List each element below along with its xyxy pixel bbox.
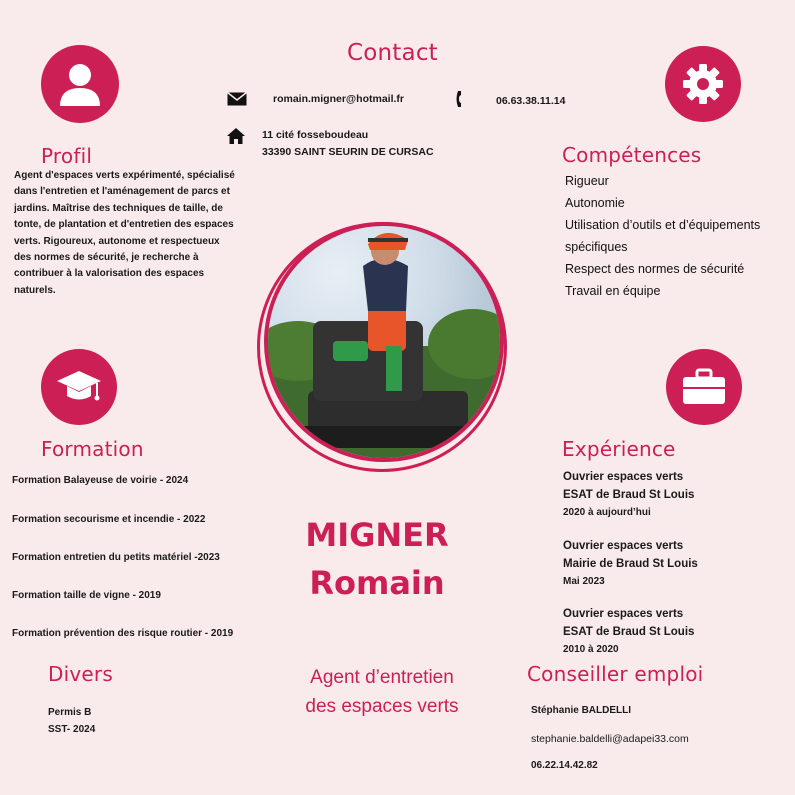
- experience-title: Ouvrier espaces verts: [563, 471, 684, 483]
- experience-employer: Mairie de Braud St Louis: [563, 558, 698, 570]
- skill-item: Autonomie: [565, 196, 625, 210]
- job-title-line2: des espaces verts: [305, 696, 459, 717]
- experience-icon-circle: [666, 349, 742, 425]
- profil-icon-circle: [41, 45, 119, 123]
- conseiller-email[interactable]: stephanie.baldelli@adapei33.com: [531, 733, 689, 745]
- job-title-line1: Agent d’entretien: [310, 667, 454, 688]
- profil-heading: Profil: [41, 144, 93, 168]
- envelope-icon: [227, 92, 247, 106]
- contact-email[interactable]: romain.migner@hotmail.fr: [273, 93, 405, 105]
- profile-photo: [264, 222, 504, 462]
- profil-text: Agent d'espaces verts expérimenté, spécialisé dans l'entretien et l'aménagement de parcs et jardins. Maîtrise des techniques de taille, de tonte, de plantation et d'entretien des espaces verts. Rigoureux, autonome et respectueux des normes de sécurité, je recherche à contribuer à la valorisation des espaces naturels.: [14, 170, 235, 296]
- experience-title: Ouvrier espaces verts: [563, 540, 684, 552]
- conseiller-heading: Conseiller emploi: [527, 662, 704, 686]
- graduation-cap-icon: [55, 367, 103, 407]
- experience-dates: 2020 à aujourd’hui: [563, 507, 651, 518]
- divers-heading: Divers: [48, 662, 113, 686]
- mower-illustration: [268, 226, 500, 458]
- experience-dates: 2010 à 2020: [563, 644, 619, 655]
- competences-icon-circle: [665, 46, 741, 122]
- experience-item: [563, 468, 694, 521]
- formation-item: Formation entretien du petits matériel -2023: [12, 552, 220, 563]
- skill-item: Rigueur: [565, 174, 609, 188]
- skill-item: Respect des normes de sécurité: [565, 262, 745, 276]
- formation-item: Formation taille de vigne - 2019: [12, 590, 161, 601]
- experience-heading: Expérience: [562, 437, 676, 461]
- competences-list: [565, 170, 790, 302]
- contact-address-line2: 33390 SAINT SEURIN DE CURSAC: [262, 146, 434, 158]
- contact-address-line1: 11 cité fosseboudeau: [262, 129, 369, 141]
- formation-item: Formation secourisme et incendie - 2022: [12, 514, 206, 525]
- first-name: Romain: [309, 564, 445, 602]
- experience-dates: Mai 2023: [563, 576, 605, 587]
- contact-heading: Contact: [347, 40, 438, 66]
- conseiller-name: Stéphanie BALDELLI: [531, 705, 632, 716]
- experience-item: [563, 605, 694, 658]
- last-name: MIGNER: [305, 516, 449, 554]
- skill-item: Utilisation d’outils et d’équipements spécifiques: [565, 218, 761, 254]
- home-icon: [227, 128, 245, 144]
- formation-heading: Formation: [41, 437, 144, 461]
- contact-phone[interactable]: 06.63.38.11.14: [496, 95, 566, 107]
- experience-title: Ouvrier espaces verts: [563, 608, 684, 620]
- competences-heading: Compétences: [562, 143, 702, 167]
- gear-icon: [682, 63, 724, 105]
- experience-item: [563, 537, 698, 590]
- divers-item: Permis B: [48, 707, 92, 718]
- conseiller-phone[interactable]: 06.22.14.42.82: [531, 760, 598, 771]
- user-icon: [57, 61, 103, 107]
- briefcase-icon: [681, 368, 727, 406]
- divers-item: SST- 2024: [48, 724, 96, 735]
- phone-icon: [455, 90, 465, 108]
- skill-item: Travail en équipe: [565, 284, 661, 298]
- formation-item: Formation prévention des risque routier - 2019: [12, 628, 234, 639]
- formation-item: Formation Balayeuse de voirie - 2024: [12, 475, 189, 486]
- experience-employer: ESAT de Braud St Louis: [563, 626, 695, 638]
- experience-employer: ESAT de Braud St Louis: [563, 489, 695, 501]
- formation-icon-circle: [41, 349, 117, 425]
